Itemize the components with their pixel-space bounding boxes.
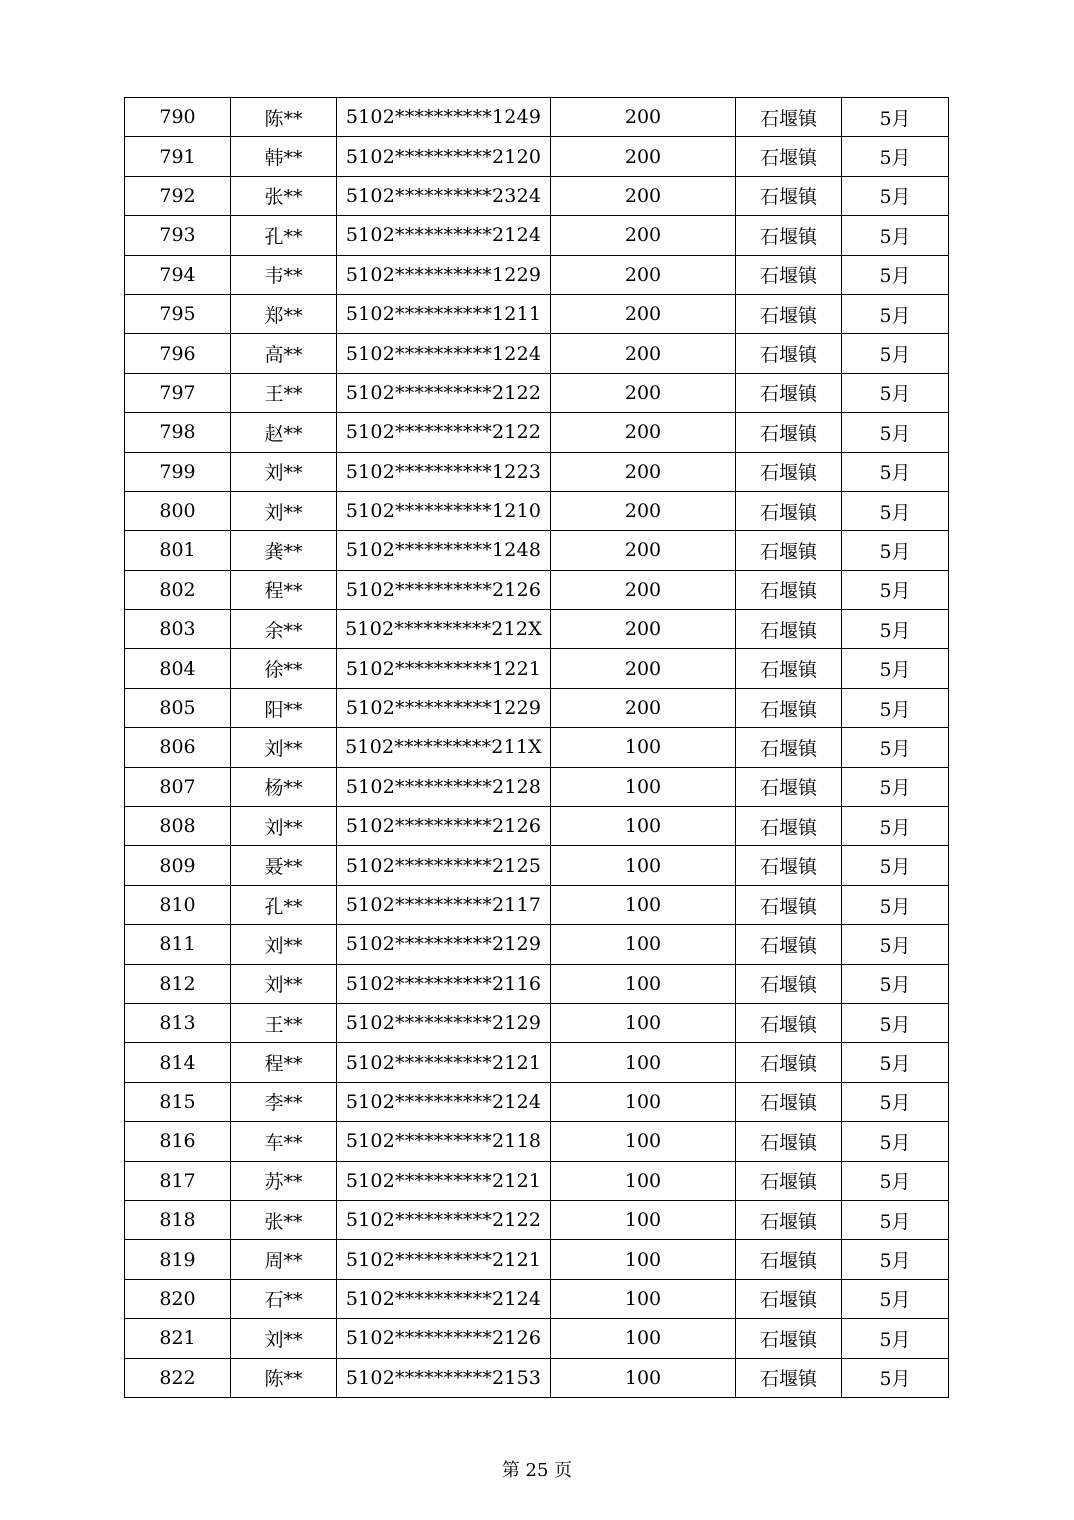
amount-cell: 100: [551, 846, 736, 885]
name-cell: 阳**: [231, 688, 337, 727]
town-cell: 石堰镇: [736, 413, 842, 452]
id-number-cell: 5102**********2125: [337, 846, 551, 885]
town-cell: 石堰镇: [736, 925, 842, 964]
month-cell: 5月: [842, 137, 949, 176]
town-cell: 石堰镇: [736, 1200, 842, 1239]
name-cell: 韦**: [231, 255, 337, 294]
id-number-cell: 5102**********212X: [337, 610, 551, 649]
town-cell: 石堰镇: [736, 531, 842, 570]
id-number-cell: 5102**********2129: [337, 1003, 551, 1042]
table-row: [125, 176, 949, 215]
roster-table-body: [125, 98, 949, 1398]
table-row: [125, 649, 949, 688]
town-cell: 石堰镇: [736, 767, 842, 806]
table-row: [125, 1043, 949, 1082]
table-row: [125, 1122, 949, 1161]
amount-cell: 200: [551, 452, 736, 491]
table-row: [125, 570, 949, 609]
id-number-cell: 5102**********2128: [337, 767, 551, 806]
amount-cell: 100: [551, 1043, 736, 1082]
name-cell: 李**: [231, 1082, 337, 1121]
table-row: [125, 255, 949, 294]
table-row: [125, 531, 949, 570]
town-cell: 石堰镇: [736, 176, 842, 215]
table-row: [125, 1161, 949, 1200]
amount-cell: 200: [551, 491, 736, 530]
month-cell: 5月: [842, 531, 949, 570]
month-cell: 5月: [842, 846, 949, 885]
serial-cell: 795: [125, 294, 231, 333]
town-cell: 石堰镇: [736, 452, 842, 491]
table-row: [125, 925, 949, 964]
id-number-cell: 5102**********2153: [337, 1358, 551, 1397]
id-number-cell: 5102**********2124: [337, 216, 551, 255]
name-cell: 刘**: [231, 964, 337, 1003]
roster-table: [124, 97, 949, 1398]
amount-cell: 100: [551, 1161, 736, 1200]
table-row: [125, 1082, 949, 1121]
month-cell: 5月: [842, 373, 949, 412]
page-number: 第 25 页: [501, 1460, 573, 1481]
month-cell: 5月: [842, 688, 949, 727]
amount-cell: 200: [551, 216, 736, 255]
serial-cell: 791: [125, 137, 231, 176]
table-row: [125, 885, 949, 924]
table-row: [125, 1240, 949, 1279]
table-row: [125, 767, 949, 806]
serial-cell: 804: [125, 649, 231, 688]
month-cell: 5月: [842, 1161, 949, 1200]
amount-cell: 200: [551, 610, 736, 649]
name-cell: 陈**: [231, 1358, 337, 1397]
amount-cell: 200: [551, 176, 736, 215]
id-number-cell: 5102**********2121: [337, 1161, 551, 1200]
month-cell: 5月: [842, 255, 949, 294]
serial-cell: 821: [125, 1319, 231, 1358]
table-row: [125, 1279, 949, 1318]
town-cell: 石堰镇: [736, 137, 842, 176]
amount-cell: 100: [551, 1200, 736, 1239]
town-cell: 石堰镇: [736, 610, 842, 649]
serial-cell: 819: [125, 1240, 231, 1279]
serial-cell: 807: [125, 767, 231, 806]
town-cell: 石堰镇: [736, 1240, 842, 1279]
month-cell: 5月: [842, 1279, 949, 1318]
table-row: [125, 294, 949, 333]
serial-cell: 796: [125, 334, 231, 373]
id-number-cell: 5102**********2116: [337, 964, 551, 1003]
month-cell: 5月: [842, 216, 949, 255]
month-cell: 5月: [842, 1319, 949, 1358]
table-row: [125, 610, 949, 649]
name-cell: 高**: [231, 334, 337, 373]
month-cell: 5月: [842, 1240, 949, 1279]
amount-cell: 200: [551, 255, 736, 294]
town-cell: 石堰镇: [736, 1319, 842, 1358]
amount-cell: 100: [551, 925, 736, 964]
serial-cell: 814: [125, 1043, 231, 1082]
town-cell: 石堰镇: [736, 216, 842, 255]
town-cell: 石堰镇: [736, 688, 842, 727]
month-cell: 5月: [842, 964, 949, 1003]
amount-cell: 100: [551, 1358, 736, 1397]
name-cell: 张**: [231, 1200, 337, 1239]
amount-cell: 100: [551, 1319, 736, 1358]
amount-cell: 100: [551, 807, 736, 846]
serial-cell: 808: [125, 807, 231, 846]
town-cell: 石堰镇: [736, 1161, 842, 1200]
amount-cell: 100: [551, 1082, 736, 1121]
month-cell: 5月: [842, 885, 949, 924]
name-cell: 张**: [231, 176, 337, 215]
id-number-cell: 5102**********1221: [337, 649, 551, 688]
serial-cell: 805: [125, 688, 231, 727]
town-cell: 石堰镇: [736, 964, 842, 1003]
month-cell: 5月: [842, 925, 949, 964]
town-cell: 石堰镇: [736, 807, 842, 846]
name-cell: 杨**: [231, 767, 337, 806]
month-cell: 5月: [842, 491, 949, 530]
serial-cell: 802: [125, 570, 231, 609]
town-cell: 石堰镇: [736, 1279, 842, 1318]
serial-cell: 818: [125, 1200, 231, 1239]
month-cell: 5月: [842, 1358, 949, 1397]
id-number-cell: 5102**********2324: [337, 176, 551, 215]
name-cell: 刘**: [231, 728, 337, 767]
table-row: [125, 846, 949, 885]
amount-cell: 100: [551, 885, 736, 924]
id-number-cell: 5102**********1210: [337, 491, 551, 530]
serial-cell: 803: [125, 610, 231, 649]
table-row: [125, 137, 949, 176]
table-row: [125, 728, 949, 767]
name-cell: 刘**: [231, 452, 337, 491]
id-number-cell: 5102**********2129: [337, 925, 551, 964]
name-cell: 龚**: [231, 531, 337, 570]
id-number-cell: 5102**********1211: [337, 294, 551, 333]
table-row: [125, 491, 949, 530]
amount-cell: 200: [551, 137, 736, 176]
serial-cell: 811: [125, 925, 231, 964]
table-row: [125, 452, 949, 491]
serial-cell: 822: [125, 1358, 231, 1397]
id-number-cell: 5102**********211X: [337, 728, 551, 767]
name-cell: 陈**: [231, 98, 337, 137]
table-row: [125, 964, 949, 1003]
id-number-cell: 5102**********2121: [337, 1043, 551, 1082]
serial-cell: 816: [125, 1122, 231, 1161]
id-number-cell: 5102**********1248: [337, 531, 551, 570]
amount-cell: 200: [551, 649, 736, 688]
id-number-cell: 5102**********2126: [337, 1319, 551, 1358]
id-number-cell: 5102**********1229: [337, 688, 551, 727]
id-number-cell: 5102**********2124: [337, 1082, 551, 1121]
name-cell: 程**: [231, 1043, 337, 1082]
town-cell: 石堰镇: [736, 1043, 842, 1082]
name-cell: 聂**: [231, 846, 337, 885]
serial-cell: 794: [125, 255, 231, 294]
serial-cell: 815: [125, 1082, 231, 1121]
town-cell: 石堰镇: [736, 846, 842, 885]
id-number-cell: 5102**********1229: [337, 255, 551, 294]
id-number-cell: 5102**********2126: [337, 807, 551, 846]
town-cell: 石堰镇: [736, 98, 842, 137]
town-cell: 石堰镇: [736, 728, 842, 767]
town-cell: 石堰镇: [736, 1122, 842, 1161]
id-number-cell: 5102**********2122: [337, 373, 551, 412]
id-number-cell: 5102**********1224: [337, 334, 551, 373]
serial-cell: 798: [125, 413, 231, 452]
id-number-cell: 5102**********2117: [337, 885, 551, 924]
id-number-cell: 5102**********2126: [337, 570, 551, 609]
town-cell: 石堰镇: [736, 1082, 842, 1121]
serial-cell: 810: [125, 885, 231, 924]
month-cell: 5月: [842, 610, 949, 649]
name-cell: 石**: [231, 1279, 337, 1318]
id-number-cell: 5102**********2118: [337, 1122, 551, 1161]
name-cell: 程**: [231, 570, 337, 609]
name-cell: 刘**: [231, 491, 337, 530]
name-cell: 刘**: [231, 1319, 337, 1358]
month-cell: 5月: [842, 1200, 949, 1239]
serial-cell: 792: [125, 176, 231, 215]
table-row: [125, 334, 949, 373]
name-cell: 韩**: [231, 137, 337, 176]
id-number-cell: 5102**********2121: [337, 1240, 551, 1279]
name-cell: 王**: [231, 373, 337, 412]
amount-cell: 200: [551, 98, 736, 137]
name-cell: 刘**: [231, 925, 337, 964]
amount-cell: 100: [551, 1279, 736, 1318]
month-cell: 5月: [842, 570, 949, 609]
amount-cell: 200: [551, 413, 736, 452]
table-row: [125, 373, 949, 412]
month-cell: 5月: [842, 294, 949, 333]
table-row: [125, 1003, 949, 1042]
amount-cell: 100: [551, 964, 736, 1003]
month-cell: 5月: [842, 1122, 949, 1161]
month-cell: 5月: [842, 649, 949, 688]
town-cell: 石堰镇: [736, 1003, 842, 1042]
amount-cell: 200: [551, 373, 736, 412]
serial-cell: 820: [125, 1279, 231, 1318]
town-cell: 石堰镇: [736, 334, 842, 373]
month-cell: 5月: [842, 176, 949, 215]
id-number-cell: 5102**********1249: [337, 98, 551, 137]
amount-cell: 100: [551, 1240, 736, 1279]
serial-cell: 812: [125, 964, 231, 1003]
table-row: [125, 98, 949, 137]
name-cell: 孔**: [231, 216, 337, 255]
id-number-cell: 5102**********2122: [337, 413, 551, 452]
serial-cell: 797: [125, 373, 231, 412]
amount-cell: 100: [551, 1122, 736, 1161]
amount-cell: 200: [551, 570, 736, 609]
serial-cell: 801: [125, 531, 231, 570]
serial-cell: 817: [125, 1161, 231, 1200]
name-cell: 赵**: [231, 413, 337, 452]
name-cell: 刘**: [231, 807, 337, 846]
table-row: [125, 216, 949, 255]
name-cell: 孔**: [231, 885, 337, 924]
id-number-cell: 5102**********1223: [337, 452, 551, 491]
town-cell: 石堰镇: [736, 255, 842, 294]
table-row: [125, 807, 949, 846]
name-cell: 余**: [231, 610, 337, 649]
table-row: [125, 413, 949, 452]
name-cell: 徐**: [231, 649, 337, 688]
name-cell: 车**: [231, 1122, 337, 1161]
id-number-cell: 5102**********2120: [337, 137, 551, 176]
month-cell: 5月: [842, 728, 949, 767]
month-cell: 5月: [842, 98, 949, 137]
town-cell: 石堰镇: [736, 1358, 842, 1397]
name-cell: 郑**: [231, 294, 337, 333]
month-cell: 5月: [842, 452, 949, 491]
serial-cell: 806: [125, 728, 231, 767]
month-cell: 5月: [842, 413, 949, 452]
serial-cell: 813: [125, 1003, 231, 1042]
month-cell: 5月: [842, 1082, 949, 1121]
serial-cell: 809: [125, 846, 231, 885]
name-cell: 周**: [231, 1240, 337, 1279]
amount-cell: 200: [551, 334, 736, 373]
town-cell: 石堰镇: [736, 570, 842, 609]
serial-cell: 793: [125, 216, 231, 255]
amount-cell: 100: [551, 1003, 736, 1042]
town-cell: 石堰镇: [736, 294, 842, 333]
name-cell: 苏**: [231, 1161, 337, 1200]
town-cell: 石堰镇: [736, 885, 842, 924]
table-row: [125, 1319, 949, 1358]
amount-cell: 200: [551, 294, 736, 333]
table-row: [125, 1200, 949, 1239]
table-row: [125, 1358, 949, 1397]
town-cell: 石堰镇: [736, 649, 842, 688]
town-cell: 石堰镇: [736, 373, 842, 412]
month-cell: 5月: [842, 807, 949, 846]
town-cell: 石堰镇: [736, 491, 842, 530]
serial-cell: 790: [125, 98, 231, 137]
month-cell: 5月: [842, 1003, 949, 1042]
month-cell: 5月: [842, 334, 949, 373]
month-cell: 5月: [842, 1043, 949, 1082]
name-cell: 王**: [231, 1003, 337, 1042]
id-number-cell: 5102**********2122: [337, 1200, 551, 1239]
month-cell: 5月: [842, 767, 949, 806]
amount-cell: 200: [551, 688, 736, 727]
table-row: [125, 688, 949, 727]
amount-cell: 100: [551, 767, 736, 806]
id-number-cell: 5102**********2124: [337, 1279, 551, 1318]
serial-cell: 799: [125, 452, 231, 491]
amount-cell: 200: [551, 531, 736, 570]
amount-cell: 100: [551, 728, 736, 767]
serial-cell: 800: [125, 491, 231, 530]
